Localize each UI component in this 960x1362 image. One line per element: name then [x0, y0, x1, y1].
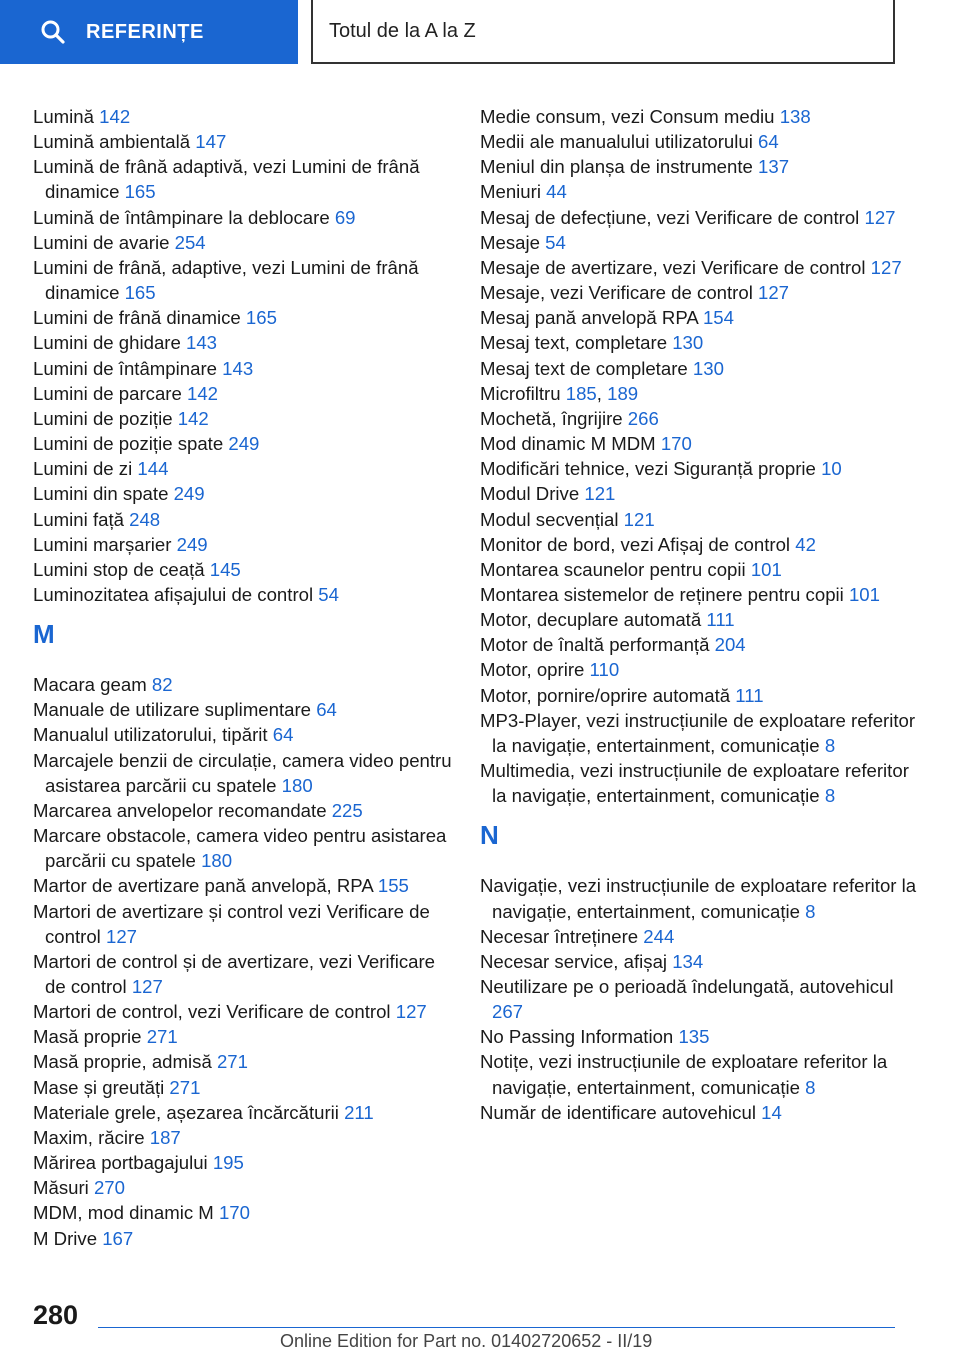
header-bar [0, 0, 960, 66]
index-entry [480, 280, 920, 305]
index-entry [33, 330, 453, 355]
page-link[interactable]: 135 [678, 1026, 710, 1048]
index-entry [33, 129, 453, 154]
index-entry [480, 104, 920, 129]
entry-text: Materiale grele, așezarea încărcăturii [33, 1101, 345, 1123]
entry-text: Lumini de ghidare [33, 332, 186, 354]
index-entry [33, 305, 453, 330]
page-link[interactable]: 101 [750, 558, 782, 580]
entry-list-right-before [480, 104, 920, 808]
entry-text: Multimedia, vezi instrucțiunile de exploatare referitor la navigație, entertainment, comunicație [480, 760, 909, 807]
page-link[interactable]: 142 [187, 382, 219, 404]
index-entry [480, 873, 920, 923]
entry-list-right-after [480, 873, 920, 1125]
index-entry [33, 205, 453, 230]
index-entry [33, 406, 453, 431]
page-link[interactable]: 8 [805, 900, 816, 922]
entry-text: Monitor de bord, vezi Afișaj de control [480, 533, 796, 555]
page-link[interactable]: 271 [216, 1051, 248, 1073]
page-link[interactable]: 121 [584, 483, 616, 505]
index-entry [480, 758, 920, 808]
page-link[interactable]: 189 [607, 382, 639, 404]
entry-text: Masă proprie [33, 1026, 147, 1048]
page-link[interactable]: 127 [864, 206, 896, 228]
index-entry [33, 798, 453, 823]
entry-text: Notițe, vezi instrucțiunile de exploatare referitor la navigație, entertainment, comunicație [480, 1051, 888, 1098]
page-link[interactable]: 111 [706, 609, 735, 631]
page-link[interactable]: 170 [660, 433, 692, 455]
index-entry [480, 557, 920, 582]
index-entry [480, 632, 920, 657]
page-link[interactable]: 195 [212, 1152, 244, 1174]
page-link[interactable]: 130 [672, 332, 704, 354]
entry-text: Modul Drive [480, 483, 585, 505]
page-link[interactable]: 187 [149, 1126, 181, 1148]
page-link[interactable]: 165 [124, 282, 156, 304]
page-link[interactable]: 137 [758, 156, 790, 178]
entry-text: Necesar service, afișaj [480, 950, 673, 972]
page-link[interactable]: 64 [758, 131, 779, 153]
index-entry [33, 949, 453, 999]
index-entry [480, 708, 920, 758]
search-icon[interactable] [40, 19, 66, 45]
entry-text: Microfiltru [480, 382, 566, 404]
page-link[interactable]: 271 [169, 1076, 201, 1098]
page-link[interactable]: 143 [222, 357, 254, 379]
index-entry [33, 899, 453, 949]
entry-text: Motor de înaltă performanță [480, 634, 715, 656]
index-entry [33, 1100, 453, 1125]
page-link[interactable]: 244 [643, 925, 675, 947]
index-entry [480, 974, 920, 1024]
page-link[interactable]: 266 [627, 407, 659, 429]
entry-text: Luminozitatea afișajului de control [33, 583, 319, 605]
entry-text: Lumină ambientală [33, 131, 196, 153]
page-link[interactable]: 127 [870, 256, 902, 278]
entry-text: Martori de control și de avertizare, vezi Verificare de control [33, 950, 435, 997]
page-link[interactable]: 64 [272, 724, 294, 746]
entry-text: Motor, oprire [480, 659, 590, 681]
entry-text: Mesaje, vezi Verificare de control [480, 282, 758, 304]
page-link[interactable]: 110 [589, 659, 620, 681]
page-link[interactable]: 127 [758, 282, 790, 304]
page-link[interactable]: 64 [316, 699, 337, 721]
page-link[interactable]: 154 [702, 307, 734, 329]
page-link[interactable]: 165 [124, 181, 156, 203]
page-link[interactable]: 69 [334, 206, 356, 228]
index-entry [480, 657, 920, 682]
page-link[interactable]: 155 [377, 875, 409, 897]
entry-text: Lumini de întâmpinare [33, 357, 223, 379]
index-entry [33, 748, 453, 798]
page-number: 280 [33, 1300, 79, 1330]
footer-edition: Online Edition for Part no. 01402720652 - II/19 [280, 1331, 653, 1351]
page-link[interactable]: 82 [151, 674, 173, 696]
tab-referinte[interactable] [0, 0, 298, 64]
entry-text: Mase și greutăți [33, 1076, 170, 1098]
page-link[interactable]: 8 [805, 1076, 816, 1098]
index-entry [480, 1024, 920, 1049]
index-entry [33, 255, 453, 305]
index-entry [480, 607, 920, 632]
entry-text: Necesar întreținere [480, 925, 644, 947]
entry-text: Macara geam [33, 674, 152, 696]
index-entry [33, 1024, 453, 1049]
page-link[interactable]: 211 [344, 1101, 374, 1123]
index-entry [480, 330, 920, 355]
entry-text: Manuale de utilizare suplimentare [33, 699, 317, 721]
tab-a-to-z[interactable] [311, 0, 895, 64]
page-link[interactable]: 142 [177, 407, 209, 429]
index-entry [480, 431, 920, 456]
entry-text: Marcarea anvelopelor recomandate [33, 799, 332, 821]
page-link[interactable]: 180 [281, 774, 313, 796]
page-link[interactable]: 10 [821, 458, 842, 480]
page-link[interactable]: 143 [185, 332, 218, 354]
index-entry [480, 507, 920, 532]
page-link[interactable]: 165 [245, 307, 277, 329]
page-separator: , [596, 382, 608, 404]
page-link[interactable]: 54 [318, 583, 339, 605]
page-link[interactable]: 167 [102, 1227, 134, 1249]
index-entry [33, 356, 453, 381]
entry-text: Modul secvențial [480, 508, 624, 530]
page-link[interactable]: 254 [174, 231, 206, 253]
page-link[interactable]: 249 [176, 533, 208, 555]
index-entry [33, 481, 453, 506]
page-link[interactable]: 127 [131, 976, 163, 997]
index-entry [480, 456, 920, 481]
entry-text: Mochetă, îngrijire [480, 407, 628, 429]
entry-text: Meniuri [480, 181, 547, 203]
index-entry [33, 1226, 453, 1251]
index-entry [480, 179, 920, 204]
section-title: Totul de la A la Z [329, 19, 476, 42]
section-letter-n: N [480, 820, 499, 851]
entry-text: Lumini de avarie [33, 231, 175, 253]
entry-text: M Drive [33, 1227, 103, 1249]
page-link[interactable]: 249 [228, 433, 260, 455]
entry-text: No Passing Information [480, 1026, 679, 1048]
entry-text: Lumini marșarier [33, 533, 177, 555]
page-link[interactable]: 8 [824, 785, 836, 807]
entry-text: Montarea sistemelor de reținere pentru copii [480, 583, 849, 605]
index-entry [33, 582, 453, 607]
entry-text: Maxim, răcire [33, 1126, 150, 1148]
index-entry [33, 230, 453, 255]
index-entry [480, 129, 920, 154]
index-entry [33, 722, 453, 747]
section-letter-m: M [33, 619, 55, 650]
entry-text: MDM, mod dinamic M [33, 1202, 219, 1224]
page-link[interactable]: 144 [137, 458, 169, 480]
page-link[interactable]: 42 [795, 533, 816, 555]
page-link[interactable]: 134 [672, 950, 704, 972]
index-entry [33, 1075, 453, 1100]
entry-text: Motor, decuplare automată [480, 609, 707, 631]
index-entry [33, 431, 453, 456]
entry-list-left-before [33, 104, 453, 607]
entry-text: Lumini din spate [33, 483, 174, 505]
entry-text: Montarea scaunelor pentru copii [480, 558, 751, 580]
entry-text: Lumini stop de ceață [33, 558, 210, 580]
entry-text: Mesaj pană anvelopă RPA [480, 307, 703, 329]
index-entry [480, 532, 920, 557]
page-link[interactable]: 127 [395, 1001, 427, 1023]
entry-text: Lumini față [33, 508, 130, 530]
index-entry [33, 456, 453, 481]
entry-text: Neutilizare pe o perioadă îndelungată, autovehicul [480, 976, 894, 997]
index-column-right [480, 104, 920, 1125]
page-link[interactable]: 180 [201, 850, 233, 872]
index-column-left [33, 104, 453, 1251]
index-entry [480, 205, 920, 230]
entry-text: Motor, pornire/oprire automată [480, 684, 736, 706]
entry-text: Medie consum, vezi Consum mediu [480, 106, 780, 127]
page-link[interactable]: 185 [565, 382, 597, 404]
entry-text: Lumină de întâmpinare la deblocare [33, 206, 335, 228]
entry-text: Lumină de frână adaptivă, vezi Lumini de frână dinamice [33, 156, 420, 203]
index-entry [33, 999, 453, 1024]
page-link[interactable]: 14 [761, 1101, 782, 1123]
page-link[interactable]: 8 [824, 734, 836, 756]
entry-text: Navigație, vezi instrucțiunile de exploatare referitor la navigație, entertainment, comunicație [480, 875, 917, 922]
entry-text: Număr de identificare autovehicul [480, 1101, 762, 1123]
index-entry [480, 356, 920, 381]
page-link[interactable]: 121 [623, 508, 655, 530]
entry-text: Lumini de poziție spate [33, 433, 229, 455]
index-entry [480, 406, 920, 431]
index-entry [480, 582, 920, 607]
page-link[interactable]: 54 [545, 231, 566, 253]
footer-divider [98, 1327, 895, 1328]
index-entry [33, 154, 453, 204]
page-link[interactable]: 138 [779, 106, 811, 127]
tab-referinte-label: REFERINȚE [86, 20, 204, 43]
entry-text: Lumini de zi [33, 458, 138, 480]
page-link[interactable]: 249 [173, 483, 205, 505]
index-entry [33, 823, 453, 873]
index-entry [480, 230, 920, 255]
page-link[interactable]: 204 [714, 634, 746, 656]
index-entry [480, 381, 920, 406]
entry-text: Mesaje [480, 231, 546, 253]
index-entry [33, 672, 453, 697]
entry-text: Modificări tehnice, vezi Siguranță proprie [480, 458, 822, 480]
index-entry [33, 1175, 453, 1200]
page-link[interactable]: 248 [129, 508, 161, 530]
entry-text: Mesaje de avertizare, vezi Verificare de control [480, 256, 871, 278]
entry-text: Martor de avertizare pană anvelopă, RPA [33, 875, 378, 897]
entry-text: Masă proprie, admisă [33, 1051, 217, 1073]
entry-text: Mesaj de defecțiune, vezi Verificare de control [480, 206, 865, 228]
page-link[interactable]: 147 [195, 131, 227, 153]
index-entry [33, 557, 453, 582]
index-entry [33, 1150, 453, 1175]
entry-text: Martori de avertizare și control vezi Verificare de control [33, 900, 430, 947]
index-entry [33, 104, 453, 129]
page-link[interactable]: 270 [93, 1177, 125, 1199]
entry-text: Lumină [33, 106, 100, 127]
page-link[interactable]: 145 [209, 558, 241, 580]
index-entry [33, 381, 453, 406]
index-entry [33, 507, 453, 532]
entry-list-left-after [33, 672, 453, 1251]
entry-text: Mesaj text, completare [480, 332, 673, 354]
index-entry [480, 154, 920, 179]
entry-text: Medii ale manualului utilizatorului [480, 131, 759, 153]
index-entry [480, 1049, 920, 1099]
index-entry [480, 481, 920, 506]
index-entry [480, 949, 920, 974]
entry-text: Martori de control, vezi Verificare de control [33, 1001, 396, 1023]
index-entry [480, 924, 920, 949]
entry-text: Marcajele benzii de circulație, camera video pentru asistarea parcării cu spatele [33, 749, 452, 796]
page-link[interactable]: 267 [492, 1001, 524, 1023]
entry-text: Mesaj text de completare [480, 357, 693, 379]
entry-text: Lumini de poziție [33, 407, 178, 429]
index-entry [33, 697, 453, 722]
index-entry [480, 1100, 920, 1125]
entry-text: Lumini de parcare [33, 382, 187, 404]
index-entry [33, 1125, 453, 1150]
entry-text: Lumini de frână dinamice [33, 307, 246, 329]
entry-text: Măsuri [33, 1177, 94, 1199]
page-link[interactable]: 142 [99, 106, 131, 127]
index-entry [480, 683, 920, 708]
page-link[interactable]: 170 [218, 1202, 250, 1224]
index-entry [480, 255, 920, 280]
index-entry [480, 305, 920, 330]
page-link[interactable]: 111 [735, 684, 764, 706]
entry-text: Manualul utilizatorului, tipărit [33, 724, 273, 746]
page-link[interactable]: 130 [692, 357, 724, 379]
page-link[interactable]: 271 [146, 1026, 178, 1048]
index-entry [33, 532, 453, 557]
index-entry [33, 1200, 453, 1225]
page-link[interactable]: 225 [331, 799, 363, 821]
index-entry [33, 1049, 453, 1074]
entry-text: Lumini de frână, adaptive, vezi Lumini de frână dinamice [33, 256, 419, 304]
index-entry [33, 873, 453, 898]
entry-text: MP3-Player, vezi instrucțiunile de exploatare referitor la navigație, entertainment, comunicație [480, 709, 916, 756]
entry-text: Mărirea portbagajului [33, 1152, 213, 1174]
page-link[interactable]: 44 [546, 181, 567, 203]
page-link[interactable]: 127 [105, 925, 138, 947]
page-link[interactable]: 101 [848, 583, 880, 605]
entry-text: Marcare obstacole, camera video pentru asistarea parcării cu spatele [33, 825, 447, 872]
entry-text: Mod dinamic M MDM [480, 433, 661, 455]
entry-text: Meniul din planșa de instrumente [480, 156, 759, 178]
